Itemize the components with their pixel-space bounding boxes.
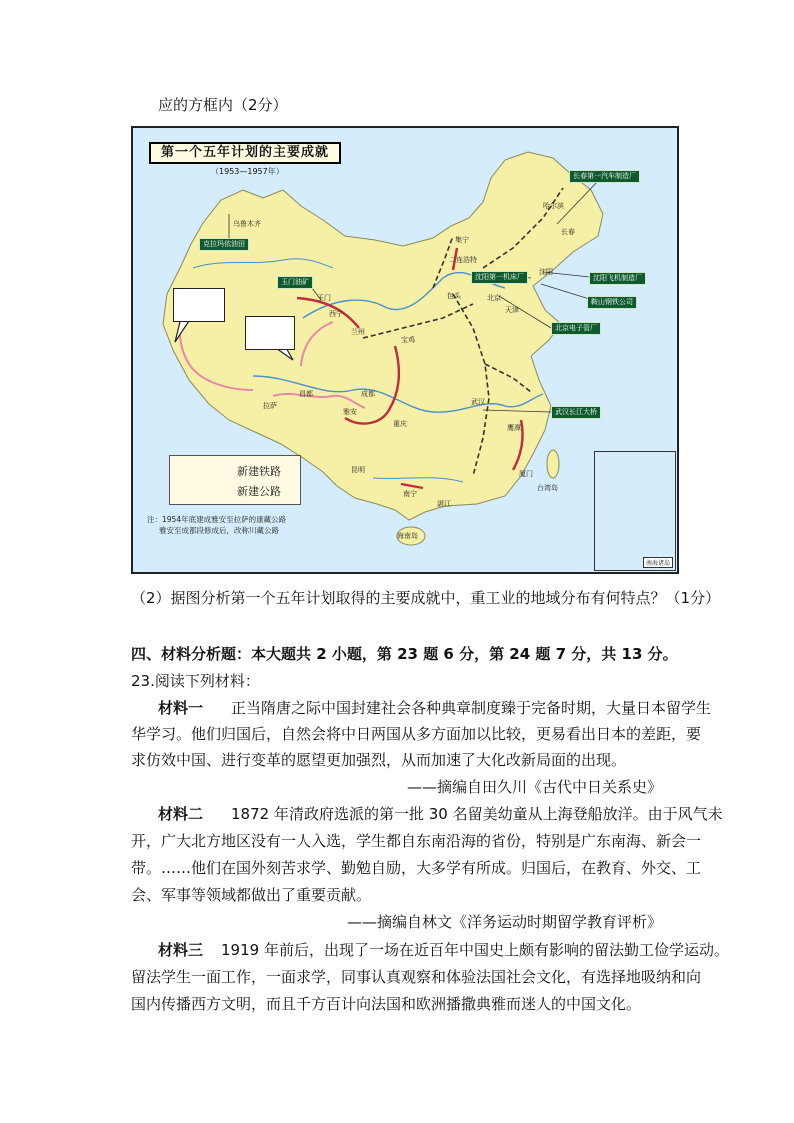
china-map-figure bbox=[131, 126, 679, 574]
material2-line2: 开，广大北方地区没有一人入选，学生都自东南沿海的省份，特别是广东南海、新会一 bbox=[131, 832, 702, 850]
material3-line3: 国内传播西方文明，而且千方百计向法国和欧洲播撒典雅而迷人的中国文化。 bbox=[131, 995, 642, 1013]
material2-line3: 带。……他们在国外刻苦求学、勤勉自励，大多学有所成。归国后，在教育、外交、工 bbox=[131, 859, 702, 877]
city-label: 海南岛 bbox=[397, 532, 418, 540]
map-years: （1953—1957年） bbox=[211, 167, 284, 176]
city-label: 昆明 bbox=[351, 466, 365, 474]
city-label: 沈阳 bbox=[539, 268, 553, 276]
city-label: 集宁 bbox=[455, 236, 469, 244]
city-label: 台湾岛 bbox=[537, 484, 558, 492]
city-label: 天津 bbox=[505, 306, 519, 314]
city-label: 厦门 bbox=[519, 470, 533, 478]
city-label: 拉萨 bbox=[263, 402, 277, 410]
map-legend bbox=[169, 455, 301, 505]
section-four-heading: 四、材料分析题：本大题共 2 小题，第 23 题 6 分，第 24 题 7 分，共 13 分。 bbox=[131, 645, 678, 663]
city-label: 成都 bbox=[361, 390, 375, 398]
material2-source: ——摘编自林文《洋务运动时期留学教育评析》 bbox=[346, 913, 662, 931]
map-note bbox=[147, 514, 286, 536]
material3-line2: 留法学生一面工作，一面求学，同事认真观察和体验法国社会文化，有选择地吸纳和向 bbox=[131, 968, 702, 986]
inset-label: 南海诸岛 bbox=[643, 557, 673, 568]
material1-line2: 华学习。他们归国后，自然会将中日两国从多方面加以比较，更易看出日本的差距，要 bbox=[131, 725, 702, 743]
city-label: 重庆 bbox=[393, 420, 407, 428]
material3-line1 bbox=[158, 940, 729, 960]
city-label: 湛江 bbox=[437, 500, 451, 508]
achievement-label: 武汉长江大桥 bbox=[551, 406, 601, 419]
city-label: 昌都 bbox=[299, 390, 313, 398]
achievement-label: 长春第一汽车制造厂 bbox=[569, 170, 640, 183]
city-label: 西宁 bbox=[329, 310, 343, 318]
achievement-label: 沈阳第一机床厂 bbox=[471, 271, 528, 284]
material2-text: 1872 年清政府选派的第一批 30 名留美幼童从上海登船放洋。由于风气未 bbox=[231, 805, 723, 823]
city-label: 玉门 bbox=[317, 294, 331, 302]
q23-intro: 23.阅读下列材料： bbox=[131, 672, 260, 690]
answer-box-2[interactable] bbox=[245, 316, 295, 350]
question-2: （2）据图分析第一个五年计划取得的主要成就中，重工业的地域分布有何特点？（1分） bbox=[131, 589, 721, 607]
achievement-label: 鞍山钢铁公司 bbox=[587, 296, 637, 309]
south-china-sea-inset bbox=[594, 451, 676, 571]
city-label: 雅安 bbox=[343, 408, 357, 416]
city-label: 武汉 bbox=[471, 398, 485, 406]
legend-highway-label: 新建公路 bbox=[237, 485, 281, 498]
achievement-label: 玉门油矿 bbox=[277, 276, 313, 289]
city-label: 包头 bbox=[447, 292, 461, 300]
city-label: 鹰潭 bbox=[507, 424, 521, 432]
map-note-line-1: 注：1954年底建成雅安至拉萨的康藏公路 bbox=[147, 515, 287, 524]
city-label: 宝鸡 bbox=[401, 336, 415, 344]
question-fragment: 应的方框内（2分） bbox=[158, 96, 288, 114]
material1-line3: 求仿效中国、进行变革的愿望更加强烈，从而加速了大化改新局面的出现。 bbox=[131, 751, 627, 769]
material1-label: 材料一 bbox=[158, 699, 204, 717]
material2-label: 材料二 bbox=[158, 805, 204, 823]
material3-text: 1919 年前后，出现了一场在近百年中国史上颇有影响的留法勤工俭学运动。 bbox=[221, 941, 729, 959]
city-label: 长春 bbox=[561, 228, 575, 236]
achievement-label: 北京电子管厂 bbox=[551, 322, 601, 335]
material1-text: 正当隋唐之际中国封建社会各种典章制度臻于完备时期，大量日本留学生 bbox=[231, 699, 712, 717]
taiwan-island bbox=[547, 450, 559, 478]
material1-source: ——摘编自田久川《古代中日关系史》 bbox=[406, 778, 662, 796]
material2-line4: 会、军事等领域都做出了重要贡献。 bbox=[131, 886, 372, 904]
map-note-line-2: 雅安至成都段修成后，改称川藏公路 bbox=[159, 526, 279, 535]
city-label: 乌鲁木齐 bbox=[233, 220, 261, 228]
city-label: 南宁 bbox=[403, 490, 417, 498]
city-label: 二连浩特 bbox=[449, 256, 477, 264]
city-label: 哈尔滨 bbox=[543, 202, 564, 210]
material3-label: 材料三 bbox=[158, 941, 204, 959]
city-label: 北京 bbox=[487, 294, 501, 302]
achievement-label: 沈阳飞机制造厂 bbox=[589, 272, 646, 285]
map-title: 第一个五年计划的主要成就 bbox=[149, 142, 341, 164]
achievement-label: 克拉玛依油田 bbox=[199, 238, 249, 251]
material2-line1 bbox=[158, 804, 723, 824]
material1-line1 bbox=[158, 698, 711, 718]
answer-box-1[interactable] bbox=[173, 288, 225, 322]
city-label: 兰州 bbox=[351, 328, 365, 336]
legend-railway-label: 新建铁路 bbox=[237, 465, 281, 478]
